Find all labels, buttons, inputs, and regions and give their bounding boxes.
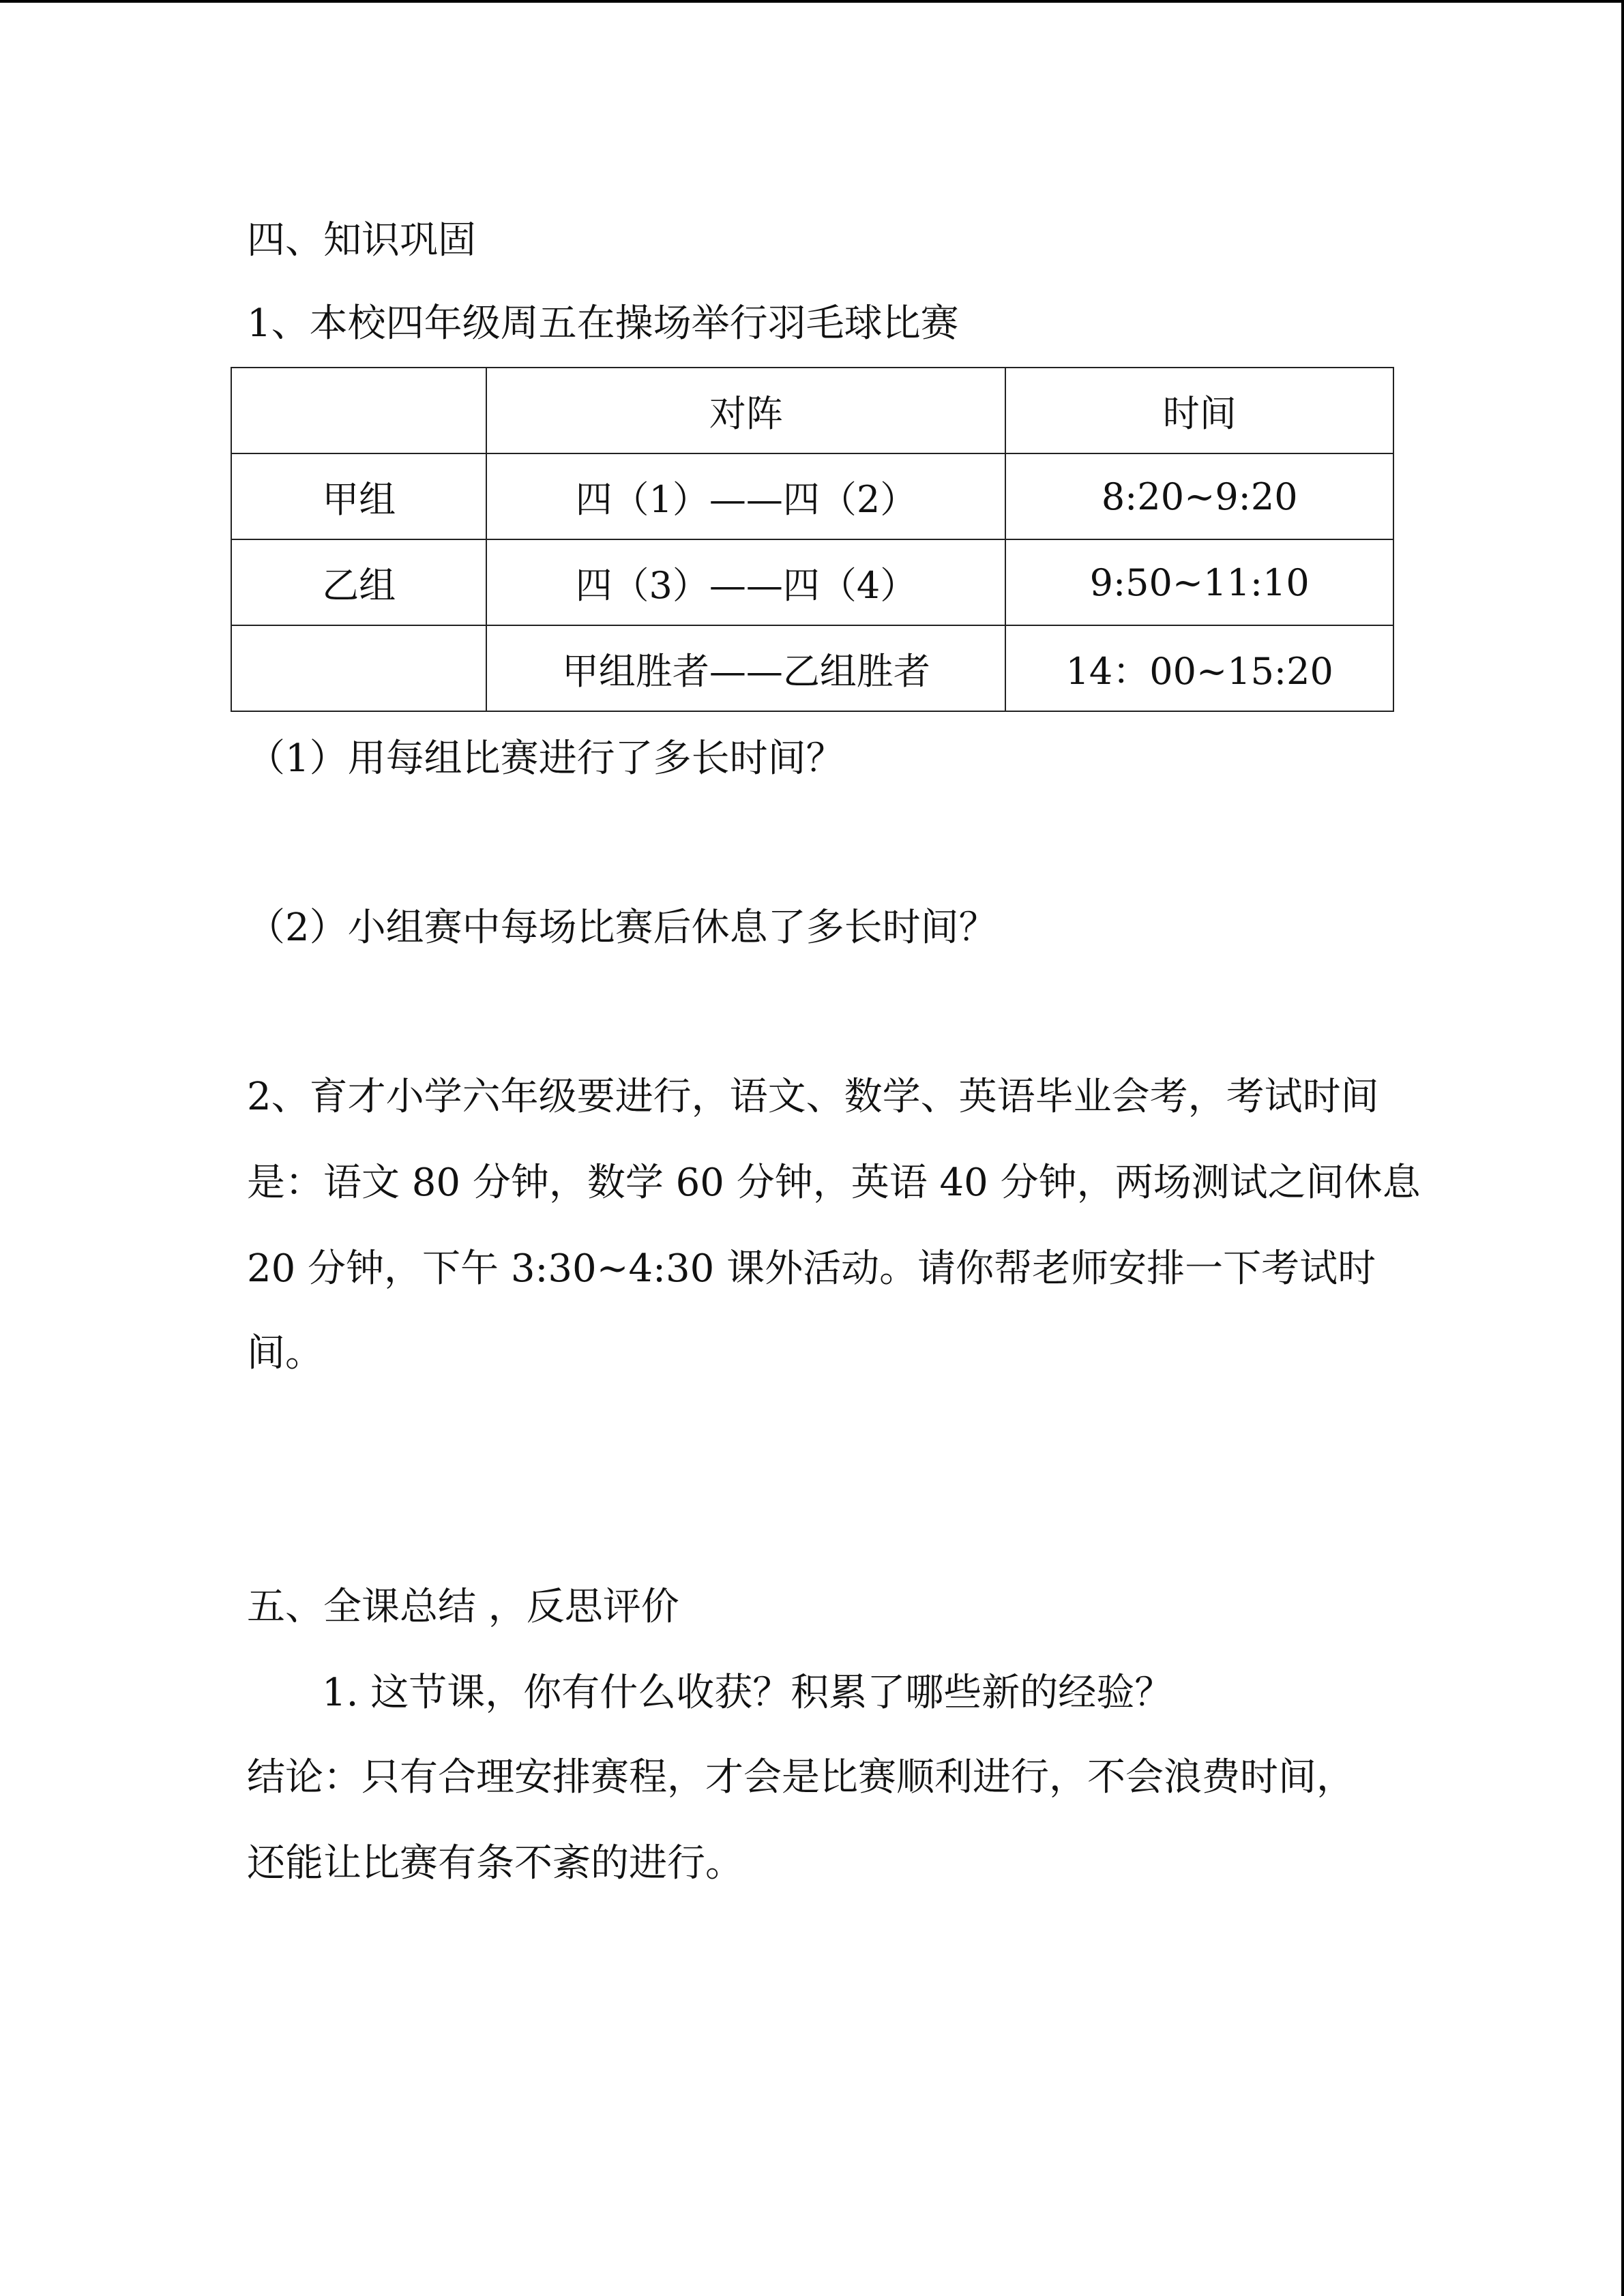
table-cell-group: 乙组 xyxy=(231,539,486,625)
section5-heading: 五、全课总结 ，反思评价 xyxy=(247,1585,679,1629)
q2-line: 20 分钟，下午 3:30~4:30 课外活动。请你帮老师安排一下考试时 xyxy=(247,1247,1376,1291)
table-header-cell xyxy=(231,368,486,453)
table-row xyxy=(231,625,1393,711)
q2-line: 是：语文 80 分钟，数学 60 分钟，英语 40 分钟，两场测试之间休息 xyxy=(247,1161,1421,1205)
q1-title: 1、本校四年级周五在操场举行羽毛球比赛 xyxy=(247,301,959,346)
page-border-right xyxy=(1621,0,1624,2296)
q1-subquestion-1: （1）用每组比赛进行了多长时间？ xyxy=(247,736,844,781)
table-row xyxy=(231,539,1393,625)
table-row xyxy=(231,453,1393,539)
table-cell-time: 8:20~9:20 xyxy=(1005,453,1393,539)
table-header-row xyxy=(231,368,1393,453)
table-cell-group xyxy=(231,625,486,711)
table-cell-match: 甲组胜者——乙组胜者 xyxy=(486,625,1005,711)
conclusion-line: 还能让比赛有条不紊的进行。 xyxy=(247,1841,743,1885)
section4-heading: 四、知识巩固 xyxy=(247,218,476,263)
table-cell-time: 9:50~11:10 xyxy=(1005,539,1393,625)
section5-item-1: 1. 这节课，你有什么收获？积累了哪些新的经验？ xyxy=(322,1671,1173,1715)
conclusion-line: 结论：只有合理安排赛程，才会是比赛顺利进行，不会浪费时间， xyxy=(247,1755,1355,1800)
table-cell-match: 四（3）——四（4） xyxy=(486,539,1005,625)
q1-subquestion-2: （2）小组赛中每场比赛后休息了多长时间？ xyxy=(247,906,997,950)
match-schedule-table xyxy=(231,367,1394,712)
table-header-cell: 时间 xyxy=(1005,368,1393,453)
q2-line: 间。 xyxy=(247,1331,323,1375)
table-cell-match: 四（1）——四（2） xyxy=(486,453,1005,539)
table-cell-group: 甲组 xyxy=(231,453,486,539)
page-border-top xyxy=(0,0,1624,3)
table-header-cell: 对阵 xyxy=(486,368,1005,453)
q2-line: 2、育才小学六年级要进行，语文、数学、英语毕业会考，考试时间 xyxy=(247,1075,1379,1119)
table-cell-time: 14：00~15:20 xyxy=(1005,625,1393,711)
